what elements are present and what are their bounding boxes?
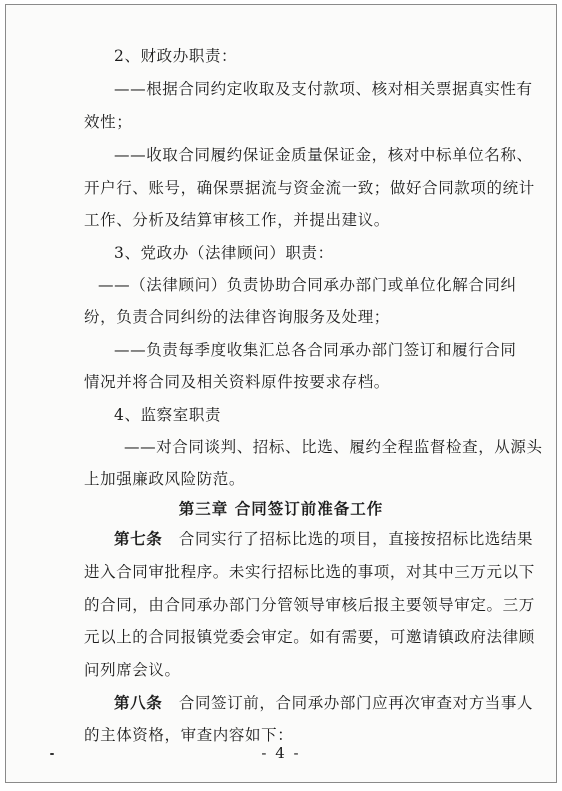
article7-first-line (114, 529, 533, 549)
section2-item1-line2: 效性； (84, 113, 133, 131)
article8-label: 第八条 (114, 694, 163, 712)
article8-first-line (114, 693, 533, 713)
section2-item2-line3: 工作、分析及结算审核工作，并提出建议。 (84, 211, 390, 229)
article8-line1: 合同签订前，合同承办部门应再次审查对方当事人 (178, 694, 534, 712)
section2-title: 2、财政办职责： (114, 47, 238, 65)
article7-label: 第七条 (114, 530, 163, 548)
article7-line5: 问列席会议。 (84, 661, 181, 679)
document-page (5, 4, 557, 783)
page-number: - 4 - (261, 744, 301, 762)
article7-line3: 的合同，由合同承办部门分管领导审核后报主要领导审定。三万 (84, 596, 535, 614)
section3-item2-line1: ——负责每季度收集汇总各合同承办部门签订和履行合同 (114, 341, 517, 359)
section3-item1-line2: 纷，负责合同纠纷的法律咨询服务及处理； (84, 308, 390, 326)
article7-line2: 进入合同审批程序。未实行招标比选的事项，对其中三万元以下 (84, 563, 535, 581)
section2-item1-line1: ——根据合同约定收取及支付款项、核对相关票据真实性有 (114, 80, 533, 98)
section4-item1-line1: ——对合同谈判、招标、比选、履约全程监督检查，从源头 (124, 438, 543, 456)
section3-item1-line1: ——（法律顾问）负责协助合同承办部门或单位化解合同纠 (98, 276, 517, 294)
section4-item1-line2: 上加强廉政风险防范。 (84, 470, 246, 488)
article7-line1: 合同实行了招标比选的项目，直接按招标比选结果 (178, 530, 534, 548)
section3-title: 3、党政办（法律顾问）职责： (114, 244, 334, 262)
section4-title: 4、监察室职责 (114, 406, 222, 424)
article7-line4: 元以上的合同报镇党委会审定。如有需要，可邀请镇政府法律顾 (84, 628, 535, 646)
article8-line2: 的主体资格，审查内容如下： (84, 726, 294, 744)
section2-item2-line1: ——收取合同履约保证金质量保证金，核对中标单位名称、 (114, 146, 533, 164)
section3-item2-line2: 情况并将合同及相关资料原件按要求存档。 (84, 373, 390, 391)
section2-item2-line2: 开户行、账号，确保票据流与资金流一致；做好合同款项的统计 (84, 179, 535, 197)
chapter3-heading: 第三章 合同签订前准备工作 (178, 500, 384, 518)
